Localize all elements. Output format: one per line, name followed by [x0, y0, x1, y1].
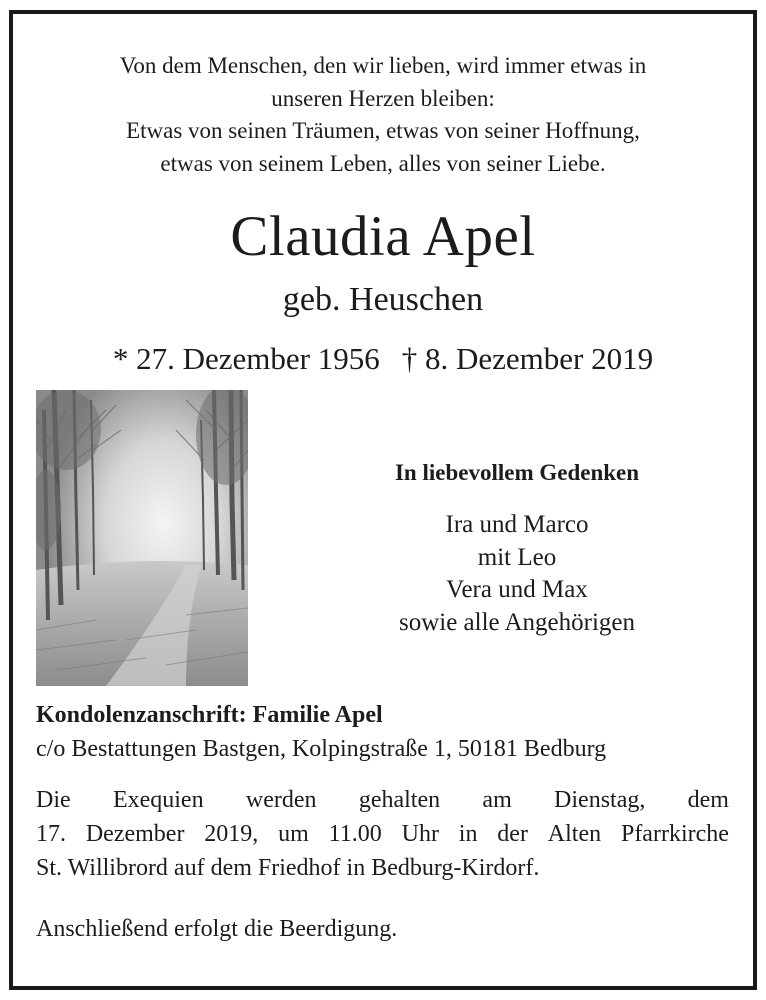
mourner-line: mit Leo: [477, 543, 557, 571]
word: Dezember: [85, 821, 185, 847]
condolence-label: Kondolenzanschrift: Familie Apel: [36, 702, 383, 728]
word: am: [482, 787, 512, 813]
poem-line: etwas von seinem Leben, alles von seiner Liebe.: [160, 150, 606, 176]
word: werden: [245, 787, 317, 813]
word: Uhr: [401, 821, 439, 847]
condolence-street: c/o Bestattungen Bastgen, Kolpingstraße 1, 50181 Bedburg: [36, 736, 607, 762]
poem-line: Etwas von seinen Träumen, etwas von seiner Hoffnung,: [126, 118, 640, 143]
word: der: [497, 821, 528, 847]
maiden-name: geb. Heuschen: [282, 281, 484, 318]
word: 11.00: [328, 821, 382, 847]
burial-note: Anschließend erfolgt die Beerdigung.: [36, 916, 398, 942]
service-info: [36, 783, 729, 885]
word: Pfarrkirche: [620, 821, 729, 847]
life-dates: [0, 334, 766, 384]
word: Alten: [547, 821, 602, 847]
service-line-1: [36, 783, 729, 817]
condolence-address: [36, 698, 606, 766]
word: Die: [36, 787, 71, 813]
forest-path-photo: [36, 390, 248, 686]
mourner-line: Vera und Max: [446, 576, 588, 603]
service-line-3: St. Willibrord auf dem Friedhof in Bedburg-Kirdorf.: [36, 855, 540, 881]
poem-line: Von dem Menschen, den wir lieben, wird immer etwas in: [119, 53, 647, 78]
poem-line: unseren Herzen bleiben:: [271, 85, 495, 111]
mourner-line: sowie alle Angehörigen: [398, 608, 636, 636]
word: 17.: [36, 821, 66, 847]
mourner-line: Ira und Marco: [445, 511, 589, 538]
word: dem: [687, 787, 729, 813]
mourners-heading: In liebevollem Gedenken: [394, 460, 640, 485]
service-line-2: [36, 817, 729, 851]
birth-date: * 27. Dezember 1956: [112, 341, 380, 376]
memorial-poem: [60, 50, 706, 180]
word: in: [458, 821, 478, 847]
deceased-name: Claudia Apel: [230, 205, 536, 268]
mourners-list: [322, 509, 712, 639]
word: 2019,: [204, 821, 259, 847]
word: Exequien: [112, 787, 204, 813]
word: um: [278, 821, 309, 847]
word: gehalten: [358, 787, 441, 813]
mourners-block: [322, 454, 712, 639]
death-date: † 8. Dezember 2019: [401, 341, 654, 376]
word: Dienstag,: [554, 787, 646, 813]
